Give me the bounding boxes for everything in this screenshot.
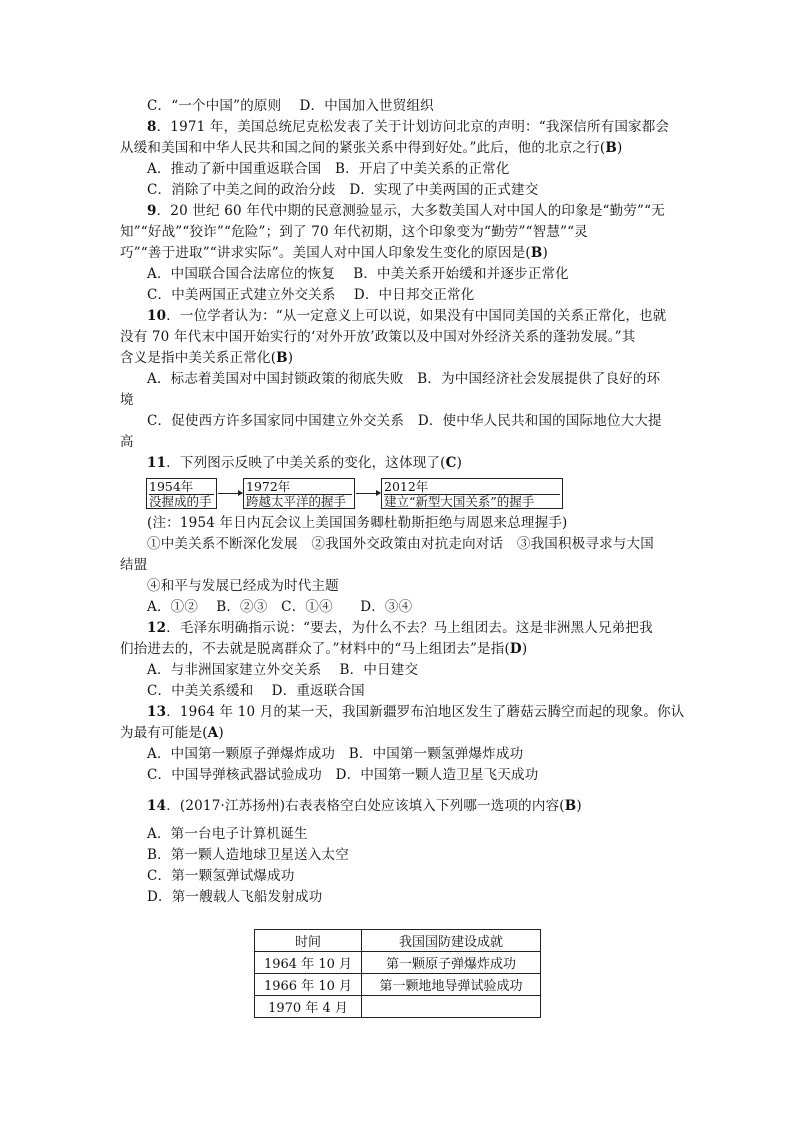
q9-stem-line-2: 知”“好战”“狡诈”“危险”；到了 70 年代初期，这个印象变为“勤劳”“智慧”“灵 <box>120 224 588 240</box>
q11-note: (注：1954 年日内瓦会议上美国国务卿杜勒斯拒绝与周恩来总理握手) <box>147 515 568 531</box>
q10-stem-line-3 <box>120 349 293 367</box>
flow-year-1954: 1954年 <box>149 479 194 494</box>
q14-option-b: B．第一颗人造地球卫星送入太空 <box>147 847 349 863</box>
q8-close-paren: ) <box>616 140 623 156</box>
table-header-row <box>255 930 541 952</box>
flow-year-1972: 1972年 <box>246 479 291 494</box>
q8-stem-text-1: ．1971 年，美国总统尼克松发表了关于计划访问北京的声明：“我深信所有国家都会 <box>156 119 670 135</box>
table-cell-achievement: 第一颗地地导弹试验成功 <box>362 974 541 996</box>
q10-stem-line-2: 没有 70 年代末中国开始实行的‘对外开放’政策以及中国对外经济关系的蓬勃发展。”其 <box>120 329 636 345</box>
q14-stem <box>147 797 582 815</box>
q13-close-paren: ) <box>218 725 224 741</box>
q9-close-paren: ) <box>542 245 548 261</box>
q12-stem-line-1 <box>147 619 653 637</box>
q14-stem-text: ．(2017·江苏扬州)右表表格空白处应该填入下列哪一选项的内容( <box>166 798 565 814</box>
table-row <box>255 974 541 996</box>
q11-answer: C <box>445 455 457 471</box>
q13-number: 13 <box>147 704 167 720</box>
q8-stem-text-2: 从缓和美国和中华人民共和国之间的紧张关系中得到好处。”此后，他的北京之行( <box>120 140 606 156</box>
table-header-achievement: 我国国防建设成就 <box>362 930 541 952</box>
flow-arrow-2 <box>356 493 380 494</box>
table-cell-time: 1966 年 10 月 <box>255 974 362 996</box>
q14-option-a: A．第一台电子计算机诞生 <box>147 826 308 842</box>
q10-option-ab: A．标志着美国对中国封锁政策的彻底失败 B．为中国经济社会发展提供了良好的环 <box>147 371 661 387</box>
q10-close-paren: ) <box>287 350 294 366</box>
q14-close-paren: ) <box>576 798 582 814</box>
q10-option-b-wrap: 境 <box>120 392 134 408</box>
q10-answer: B <box>276 350 288 366</box>
q12-stem-line-2 <box>120 640 527 658</box>
q8-answer: B <box>605 140 617 156</box>
q11-number: 11 <box>147 455 167 471</box>
q10-stem-text-1: ．一位学者认为：“从一定意义上可以说，如果没有中国同美国的关系正常化，也就 <box>166 308 667 324</box>
q9-stem-text-1: ．20 世纪 60 年代中期的民意测验显示，大多数美国人对中国人的印象是“勤劳”“无 <box>156 203 665 219</box>
q9-stem-line-3 <box>120 244 548 262</box>
q12-option-cd: C．中美关系缓和 D．重返联合国 <box>147 683 365 699</box>
q8-stem-line-1 <box>147 118 669 136</box>
q13-stem-line-2 <box>120 724 224 742</box>
q10-number: 10 <box>147 308 167 324</box>
q13-stem-text-2: 为最有可能是( <box>120 725 208 741</box>
q13-answer: A <box>207 725 219 741</box>
q12-stem-text-1: ．毛泽东明确指示说：“要去，为什么不去？马上组团去。这是非洲黑人兄弟把我 <box>166 620 653 636</box>
flow-box-1954 <box>146 478 217 509</box>
q14-option-d: D．第一艘载人飞船发射成功 <box>147 889 323 905</box>
q12-close-paren: ) <box>521 641 528 657</box>
q11-statement-4: ④和平与发展已经成为时代主题 <box>147 578 339 594</box>
q7-options-line: C．“一个中国”的原则 D．中国加入世贸组织 <box>147 98 434 114</box>
table-row <box>255 996 541 1018</box>
flow-box-2012 <box>381 478 563 509</box>
q11-options: A．①② B．②③ C．①④ D．③④ <box>147 599 413 615</box>
q12-answer: D <box>509 641 522 657</box>
q12-stem-text-2: 们抬进去的，不去就是脱离群众了。”材料中的“马上组团去”是指( <box>120 641 510 657</box>
table-header-time: 时间 <box>255 930 362 952</box>
table-cell-achievement: 第一颗原子弹爆炸成功 <box>362 952 541 974</box>
q8-stem-line-2 <box>120 139 622 157</box>
q8-option-cd: C．消除了中美之间的政治分歧 D．实现了中美两国的正式建交 <box>147 182 539 198</box>
q9-answer: B <box>530 245 543 261</box>
q9-option-ab: A．中国联合国合法席位的恢复 B．中美关系开始缓和并逐步正常化 <box>147 266 569 282</box>
q11-stem-text: ．下列图示反映了中美关系的变化，这体现了( <box>166 455 446 471</box>
flow-box-1972 <box>243 478 355 509</box>
flow-text-1972: 跨越太平洋的握手 <box>246 494 352 509</box>
table-cell-time: 1970 年 4 月 <box>255 996 362 1018</box>
q12-number: 12 <box>147 620 167 636</box>
q14-option-c: C．第一颗氢弹试爆成功 <box>147 868 295 884</box>
q13-stem-line-1 <box>147 703 685 721</box>
q9-stem-text-3: 巧”“善于进取”“讲求实际”。美国人对中国人印象发生变化的原因是( <box>120 245 531 261</box>
q13-option-ab: A．中国第一颗原子弹爆炸成功 B．中国第一颗氢弹爆炸成功 <box>147 746 524 762</box>
q9-stem-line-1 <box>147 202 665 220</box>
q13-stem-text-1: ．1964 年 10 月的某一天，我国新疆罗布泊地区发生了蘑菇云腾空而起的现象。你认 <box>166 704 685 720</box>
q14-number: 14 <box>147 798 167 814</box>
q10-stem-text-3: 含义是指中美关系正常化( <box>120 350 277 366</box>
flow-text-1954: 没握成的手 <box>149 494 214 509</box>
q8-option-ab: A．推动了新中国重返联合国 B．开启了中美关系的正常化 <box>147 161 510 177</box>
q8-number: 8 <box>147 119 157 135</box>
q9-number: 9 <box>147 203 157 219</box>
flow-year-2012: 2012年 <box>384 479 429 494</box>
q10-option-d-wrap: 高 <box>120 434 134 450</box>
q14-answer: B <box>564 798 577 814</box>
flow-arrow-1 <box>218 493 242 494</box>
table-cell-blank <box>362 996 541 1018</box>
q11-statements-line-1: ①中美关系不断深化发展 ②我国外交政策由对抗走向对话 ③我国积极寻求与大国 <box>147 536 654 552</box>
defense-achievements-table <box>254 929 541 1018</box>
q12-option-ab: A．与非洲国家建立外交关系 B．中日建交 <box>147 662 419 678</box>
q11-close-paren: ) <box>456 455 463 471</box>
table-row <box>255 952 541 974</box>
q13-option-cd: C．中国导弹核武器试验成功 D．中国第一颗人造卫星飞天成功 <box>147 767 539 783</box>
q10-stem-line-1 <box>147 307 667 325</box>
flow-text-2012: 建立“新型大国关系”的握手 <box>384 494 560 509</box>
q9-option-cd: C．中美两国正式建立外交关系 D．中日邦交正常化 <box>147 287 475 303</box>
q11-statements-line-2: 结盟 <box>120 557 148 573</box>
q10-option-cd: C．促使西方许多国家同中国建立外交关系 D．使中华人民共和国的国际地位大大提 <box>147 413 662 429</box>
table-cell-time: 1964 年 10 月 <box>255 952 362 974</box>
q11-stem <box>147 454 462 472</box>
